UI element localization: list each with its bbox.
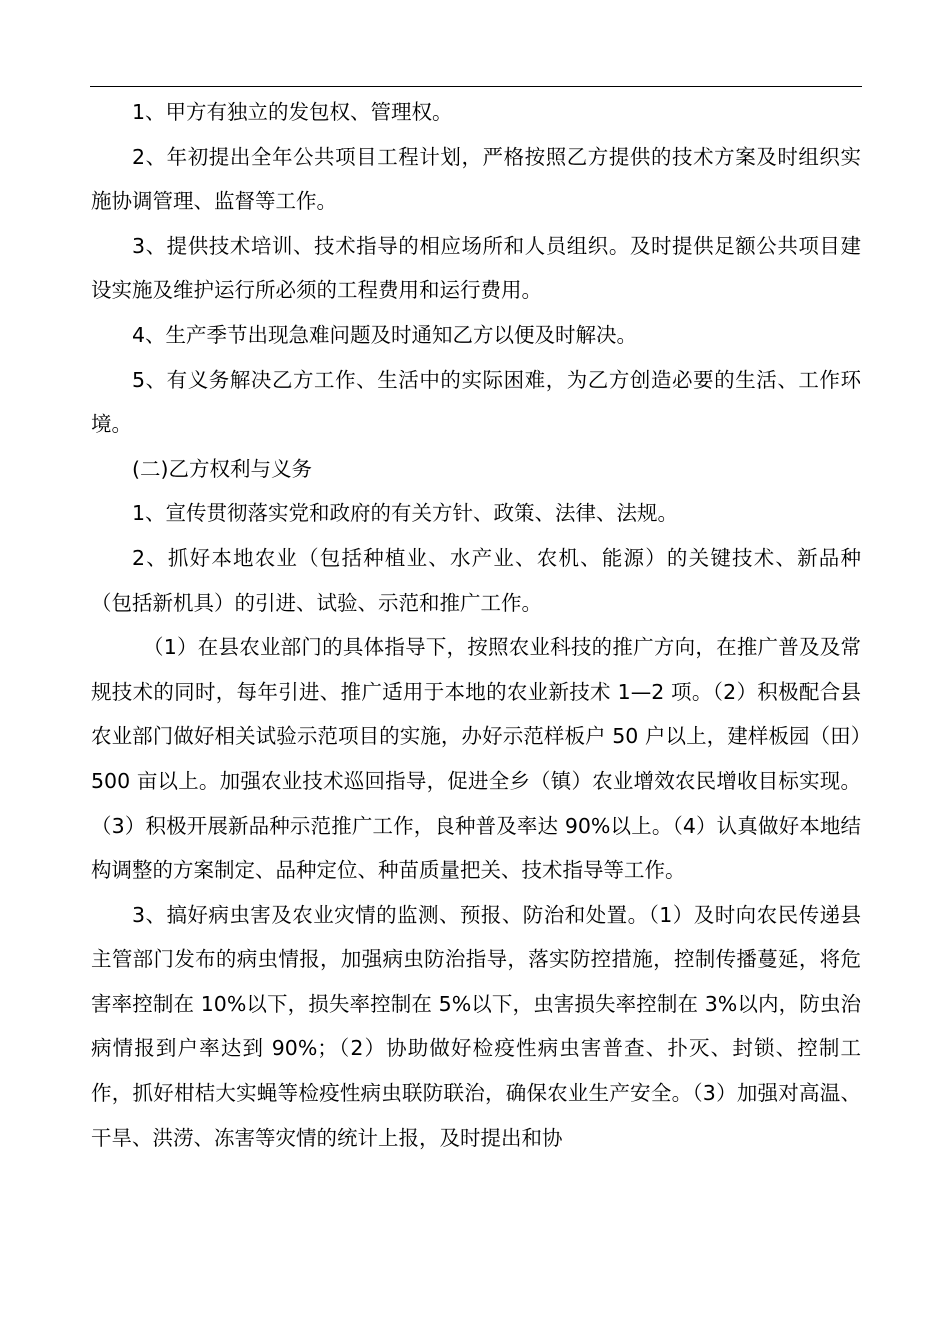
paragraph-party-b-2: 2、抓好本地农业（包括种植业、水产业、农机、能源）的关键技术、新品种（包括新机具）的引进、试验、示范和推广工作。 [91,545,861,615]
header-rule [90,86,862,87]
paragraph-party-a-4: 4、生产季节出现急难问题及时通知乙方以便及时解决。 [132,322,638,347]
paragraph-party-b-3: 3、搞好病虫害及农业灾情的监测、预报、防治和处置。（1）及时向农民传递县主管部门发布的病虫情报，加强病虫防治指导，落实防控措施，控制传播蔓延，将危害率控制在 10%以下，损失率控制在 5%以下，虫害损失率控制在 3%以内，防虫治病情报到户率达到 90%；（2）协助做好检疫性病虫害普查、扑灭、封锁、控制工作，抓好柑桔大实蝇等检疫性病虫联防联治，确保农业生产安全。（3）加强对高温、干旱、洪涝、冻害等灾情的统计上报，及时提出和协 [91,902,861,1150]
paragraph-party-a-2: 2、年初提出全年公共项目工程计划，严格按照乙方提供的技术方案及时组织实施协调管理、监督等工作。 [91,144,861,214]
document-body [91,90,861,1160]
paragraph-party-b-2-details: （1）在县农业部门的具体指导下，按照农业科技的推广方向，在推广普及及常规技术的同时，每年引进、推广适用于本地的农业新技术 1—2 项。（2）积极配合县农业部门做好相关试验示范项目的实施，办好示范样板户 50 户以上，建样板园（田）500 亩以上。加强农业技术巡回指导，促进全乡（镇）农业增效农民增收目标实现。（3）积极开展新品种示范推广工作，良种普及率达 90%以上。（4）认真做好本地结构调整的方案制定、品种定位、种苗质量把关、技术指导等工作。 [91,635,861,883]
paragraph-party-b-1: 1、宣传贯彻落实党和政府的有关方针、政策、法律、法规。 [132,501,679,526]
section-heading-party-b: (二)乙方权利与义务 [132,456,312,481]
paragraph-party-a-1: 1、甲方有独立的发包权、管理权。 [132,100,453,124]
paragraph-party-a-3: 3、提供技术培训、技术指导的相应场所和人员组织。及时提供足额公共项目建设实施及维护运行所必须的工程费用和运行费用。 [91,233,861,303]
paragraph-party-a-5: 5、有义务解决乙方工作、生活中的实际困难，为乙方创造必要的生活、工作环境。 [91,367,861,437]
